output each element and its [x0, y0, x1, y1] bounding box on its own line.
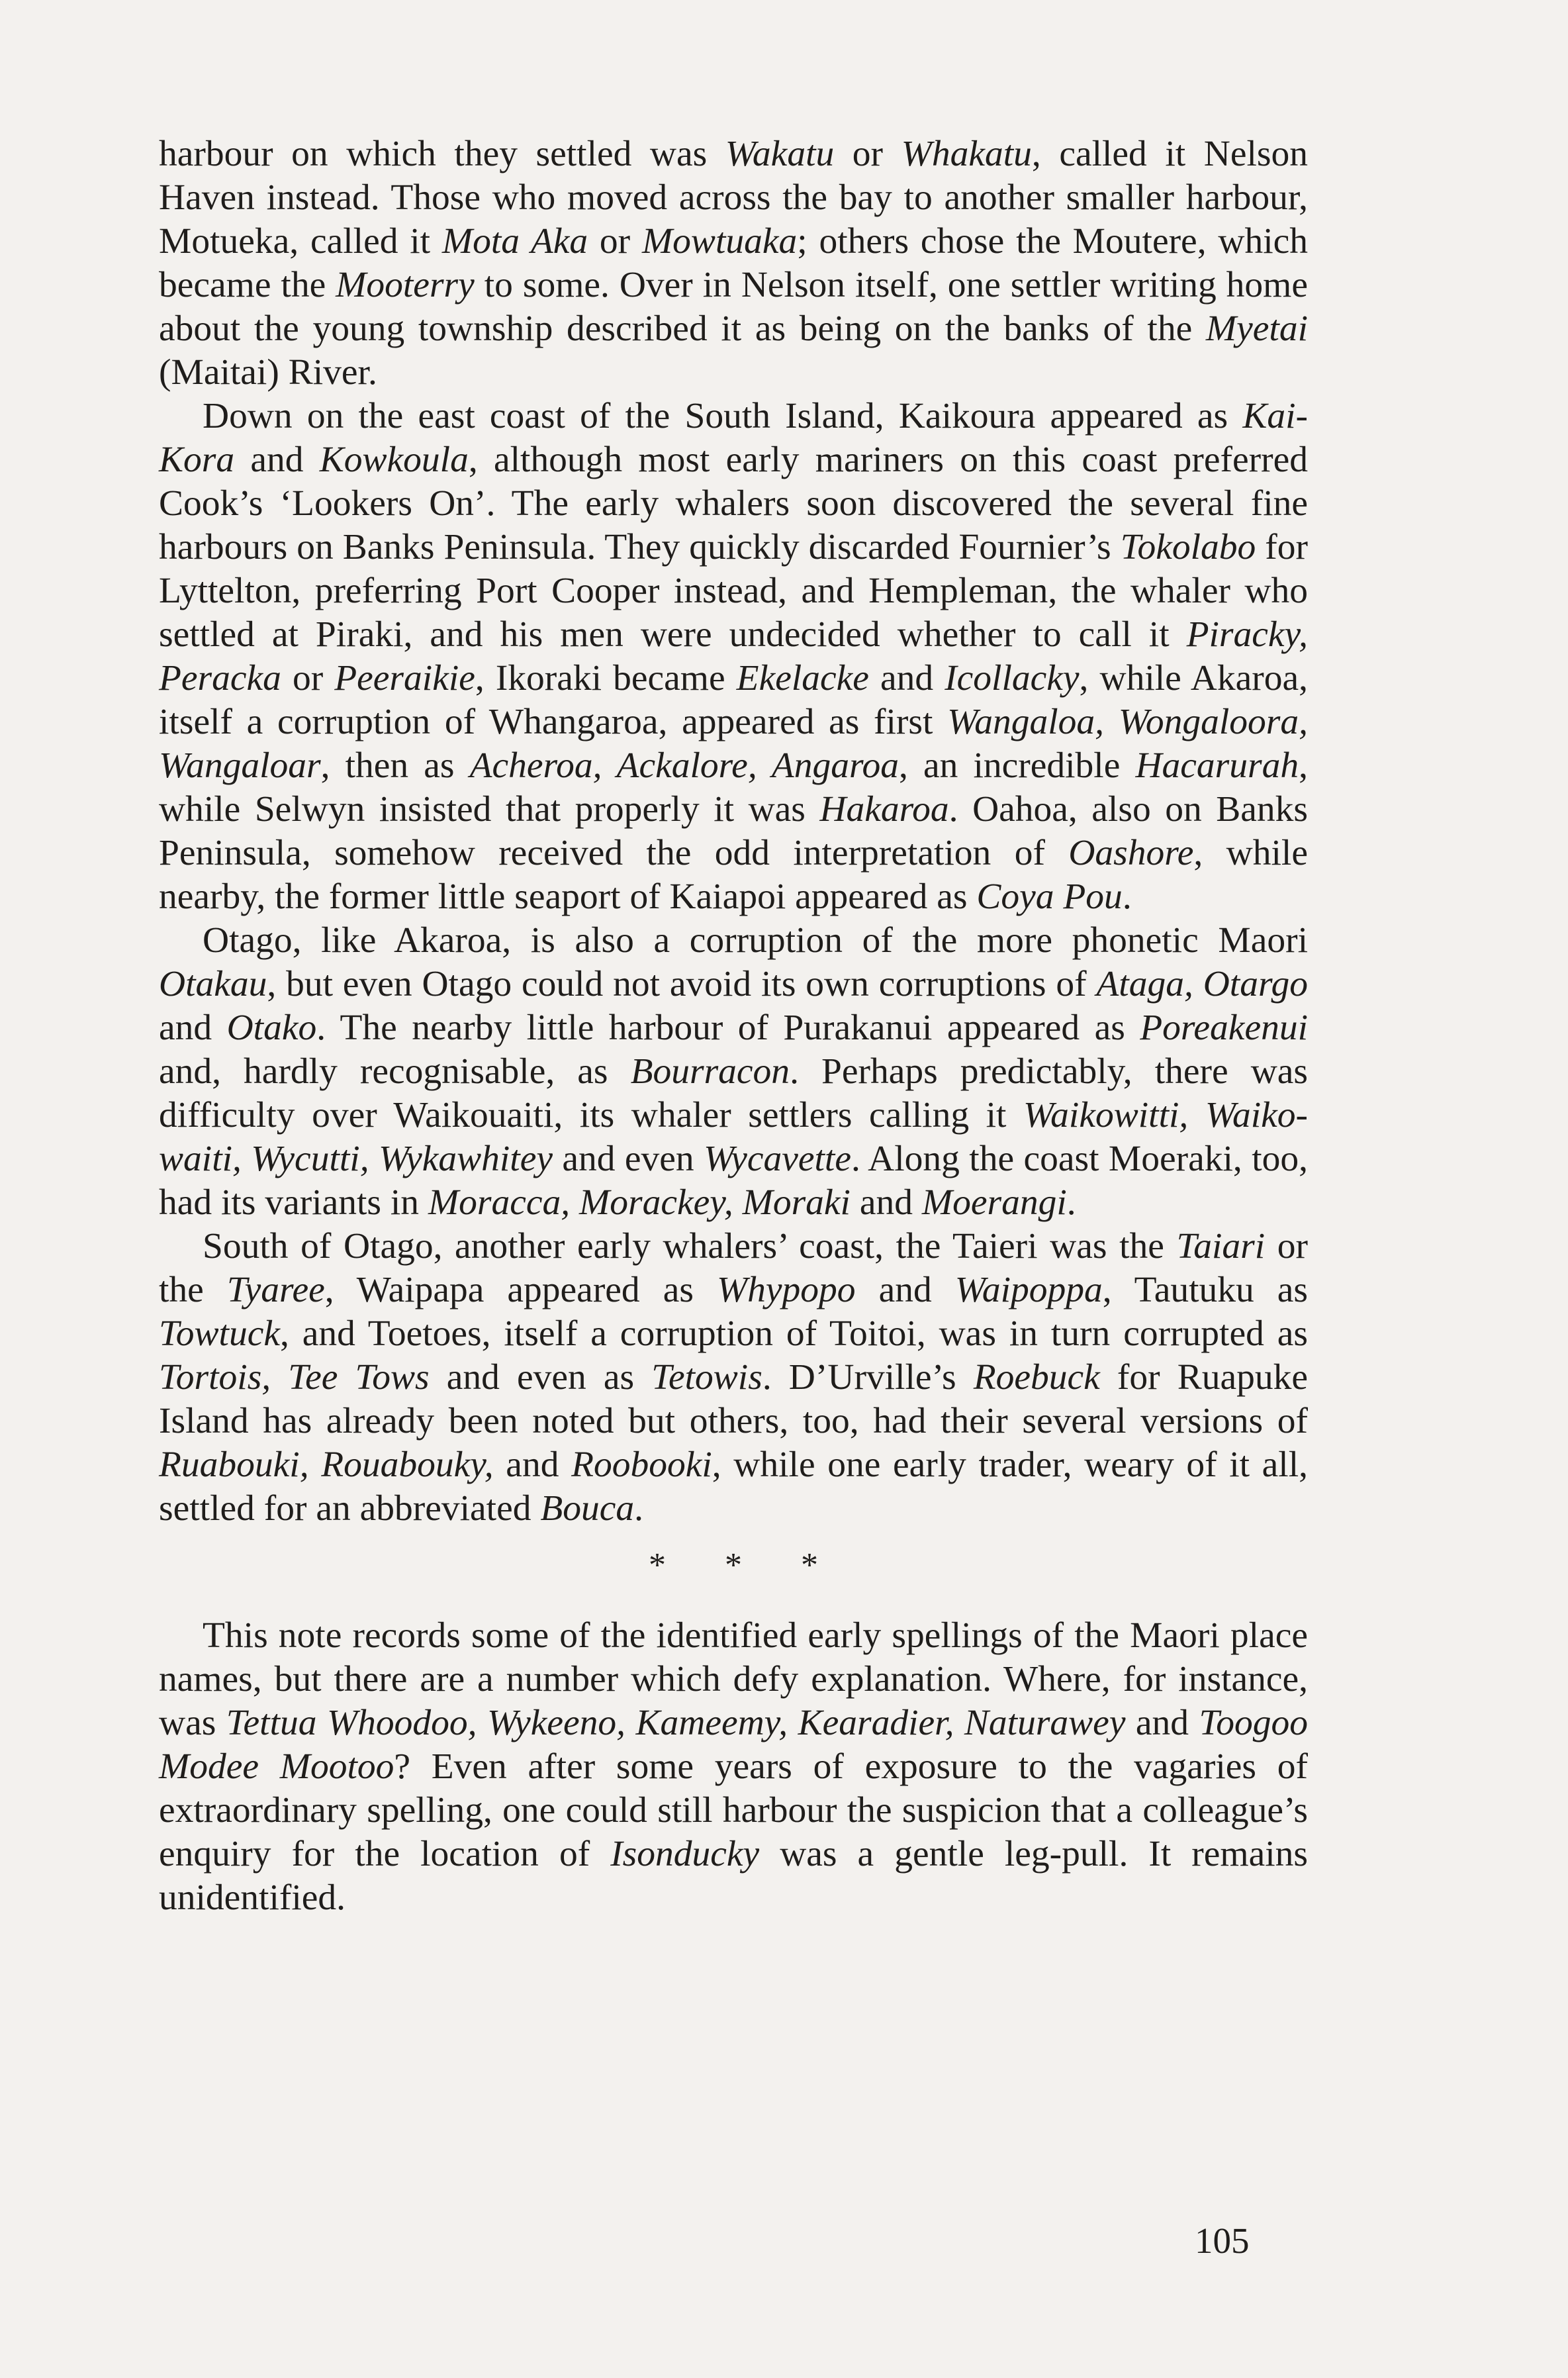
text-run: . Oahoa, also on Banks Peninsula, somehow received the odd interpretation of	[159, 789, 1308, 873]
text-run: and	[1125, 1703, 1199, 1743]
text-run: harbour on which they settled was	[159, 134, 725, 174]
italic-place-name: Tyaree	[226, 1270, 325, 1310]
italic-place-name: Kowkoula	[319, 440, 469, 480]
text-run: and	[159, 1008, 227, 1048]
text-run: to some. Over in Nelson itself, one settler writing home about the young township described it as being on the banks of the	[159, 265, 1308, 349]
italic-place-name: Otakau	[159, 964, 267, 1004]
paragraph	[159, 132, 1308, 395]
text-run: , but even Otago could not avoid its own corruptions of	[267, 964, 1097, 1004]
text-run: and	[850, 1182, 922, 1223]
italic-place-name: Whakatu	[901, 134, 1032, 174]
text-run: ; others chose the Moutere, which became the	[159, 221, 1308, 305]
text-run: . D’Urville’s	[762, 1357, 974, 1398]
italic-place-name: Taiari	[1176, 1226, 1266, 1266]
text-run: or	[588, 221, 642, 262]
separator-star: *	[801, 1546, 818, 1584]
text-run: or the	[159, 1226, 1309, 1310]
text-run: , Ikoraki became	[475, 658, 737, 698]
italic-place-name: Ekelacke	[736, 658, 869, 698]
text-run: or	[834, 134, 901, 174]
text-run: . The nearby little harbour of Purakanui appeared as	[316, 1008, 1140, 1048]
text-run: , called it Nelson Haven instead. Those who moved across the bay to another smaller harbour, Motueka, called it	[159, 134, 1308, 262]
italic-place-name: Ruabouki, Rouabouky,	[159, 1445, 494, 1485]
text-run: , although most early mariners on this coast preferred Cook’s ‘Lookers On’. The early whalers soon discovered the several fine harbours on Banks Peninsula. They quickly discarded Fournier’s	[159, 440, 1308, 567]
text-run: .	[1066, 1182, 1076, 1223]
text-run: and even as	[429, 1357, 652, 1398]
italic-place-name: Waikowitti, Waiko-waiti, Wycutti, Wykawhitey	[159, 1095, 1308, 1179]
text-run: South of Otago, another early whalers’ coast, the Taieri was the	[203, 1226, 1177, 1266]
page-number: 105	[1195, 2220, 1250, 2261]
paragraph	[159, 919, 1308, 1225]
text-run: and	[234, 440, 320, 480]
italic-place-name: Bourracon	[630, 1051, 790, 1092]
text-run: This note records some of the identified early spellings of the Maori place names, but there are a number which defy explanation. Where, for instance, was	[159, 1615, 1308, 1743]
page-body	[159, 132, 1308, 1920]
paragraph	[159, 1225, 1308, 1531]
text-run: .	[634, 1488, 643, 1529]
italic-place-name: Wycavette	[704, 1139, 851, 1179]
italic-place-name: Coya Pou	[976, 877, 1123, 917]
italic-place-name: Wangaloa, Wongaloora, Wangaloar	[159, 702, 1308, 786]
paragraph	[159, 395, 1308, 919]
section-separator	[159, 1544, 1308, 1588]
italic-place-name: Moracca, Morackey, Moraki	[428, 1182, 851, 1223]
text-run: ? Even after some years of exposure to the vagaries of extraordinary spelling, one could still harbour the suspicion that a colleague’s enquiry for the location of	[159, 1746, 1308, 1874]
italic-place-name: Oashore	[1068, 833, 1194, 873]
italic-place-name: Myetai	[1205, 309, 1308, 349]
body-text	[159, 132, 1308, 1531]
text-run: .	[1122, 877, 1132, 917]
italic-place-name: Acheroa, Ackalore, Angaroa	[469, 745, 899, 786]
text-run: and, hardly recognisable, as	[159, 1051, 631, 1092]
italic-place-name: Mota Aka	[441, 221, 588, 262]
italic-place-name: Kai-Kora	[159, 396, 1308, 480]
closing-text	[159, 1614, 1308, 1920]
italic-place-name: Tettua Whoodoo, Wykeeno, Kameemy, Kearadier, Naturawey	[226, 1703, 1126, 1743]
text-run: , and Toetoes, itself a corruption of Toitoi, was in turn corrupted as	[279, 1313, 1308, 1354]
italic-place-name: Icollacky	[945, 658, 1080, 698]
text-run: , while nearby, the former little seaport of Kaiapoi appeared as	[159, 833, 1308, 917]
text-run: Otago, like Akaroa, is also a corruption of the more phonetic Maori	[203, 920, 1308, 961]
italic-place-name: Tetowis	[651, 1357, 762, 1398]
italic-place-name: Tortois, Tee Tows	[159, 1357, 430, 1398]
italic-place-name: Otako	[226, 1008, 317, 1048]
text-run: , Waipapa appeared as	[324, 1270, 717, 1310]
text-run: or	[281, 658, 335, 698]
separator-star: *	[725, 1546, 742, 1584]
text-run: . Along the coast Moeraki, too, had its variants in	[159, 1139, 1308, 1223]
text-run: , while Selwyn insisted that properly it was	[159, 745, 1308, 830]
text-run: for Ruapuke Island has already been noted but others, too, had their several versions of	[159, 1357, 1308, 1441]
italic-place-name: Poreakenui	[1140, 1008, 1308, 1048]
text-run: (Maitai) River.	[159, 352, 377, 393]
italic-place-name: Hacarurah	[1135, 745, 1299, 786]
text-run: , Tautuku as	[1102, 1270, 1308, 1310]
text-run: and	[493, 1445, 572, 1485]
text-run: and	[868, 658, 945, 698]
text-run: was a gentle leg-pull. It remains unidentified.	[159, 1834, 1308, 1918]
closing-paragraph	[159, 1614, 1308, 1920]
text-run: Down on the east coast of the South Island, Kaikoura appeared as	[203, 396, 1243, 436]
text-run: and even	[553, 1139, 704, 1179]
italic-place-name: Hakaroa	[819, 789, 949, 830]
text-run: for Lyttelton, preferring Port Cooper instead, and Hempleman, the whaler who settled at Piraki, and his men were undecided whether to call it	[159, 527, 1309, 655]
italic-place-name: Roebuck	[973, 1357, 1100, 1398]
italic-place-name: Piracky, Peracka	[159, 614, 1308, 698]
italic-place-name: Toogoo Modee Mootoo	[159, 1703, 1308, 1787]
italic-place-name: Towtuck	[159, 1313, 280, 1354]
italic-place-name: Roobooki	[571, 1445, 712, 1485]
italic-place-name: Ataga, Otargo	[1096, 964, 1308, 1004]
separator-star: *	[649, 1546, 666, 1584]
italic-place-name: Bouca	[540, 1488, 635, 1529]
text-run: , an incredible	[898, 745, 1136, 786]
italic-place-name: Isonducky	[610, 1834, 760, 1874]
italic-place-name: Whypopo	[716, 1270, 856, 1310]
italic-place-name: Mooterry	[336, 265, 475, 305]
italic-place-name: Tokolabo	[1120, 527, 1256, 567]
text-run: , then as	[320, 745, 470, 786]
italic-place-name: Mowtuaka	[641, 221, 798, 262]
text-run: , while one early trader, weary of it all, settled for an abbreviated	[159, 1445, 1308, 1529]
italic-place-name: Waipoppa	[954, 1270, 1103, 1310]
text-run: , while Akaroa, itself a corruption of Whangaroa, appeared as first	[159, 658, 1308, 742]
text-run: and	[855, 1270, 955, 1310]
italic-place-name: Peeraikie	[334, 658, 475, 698]
italic-place-name: Moerangi	[921, 1182, 1067, 1223]
italic-place-name: Wakatu	[725, 134, 835, 174]
text-run: . Perhaps predictably, there was difficulty over Waikouaiti, its whaler settlers calling it	[159, 1051, 1309, 1135]
